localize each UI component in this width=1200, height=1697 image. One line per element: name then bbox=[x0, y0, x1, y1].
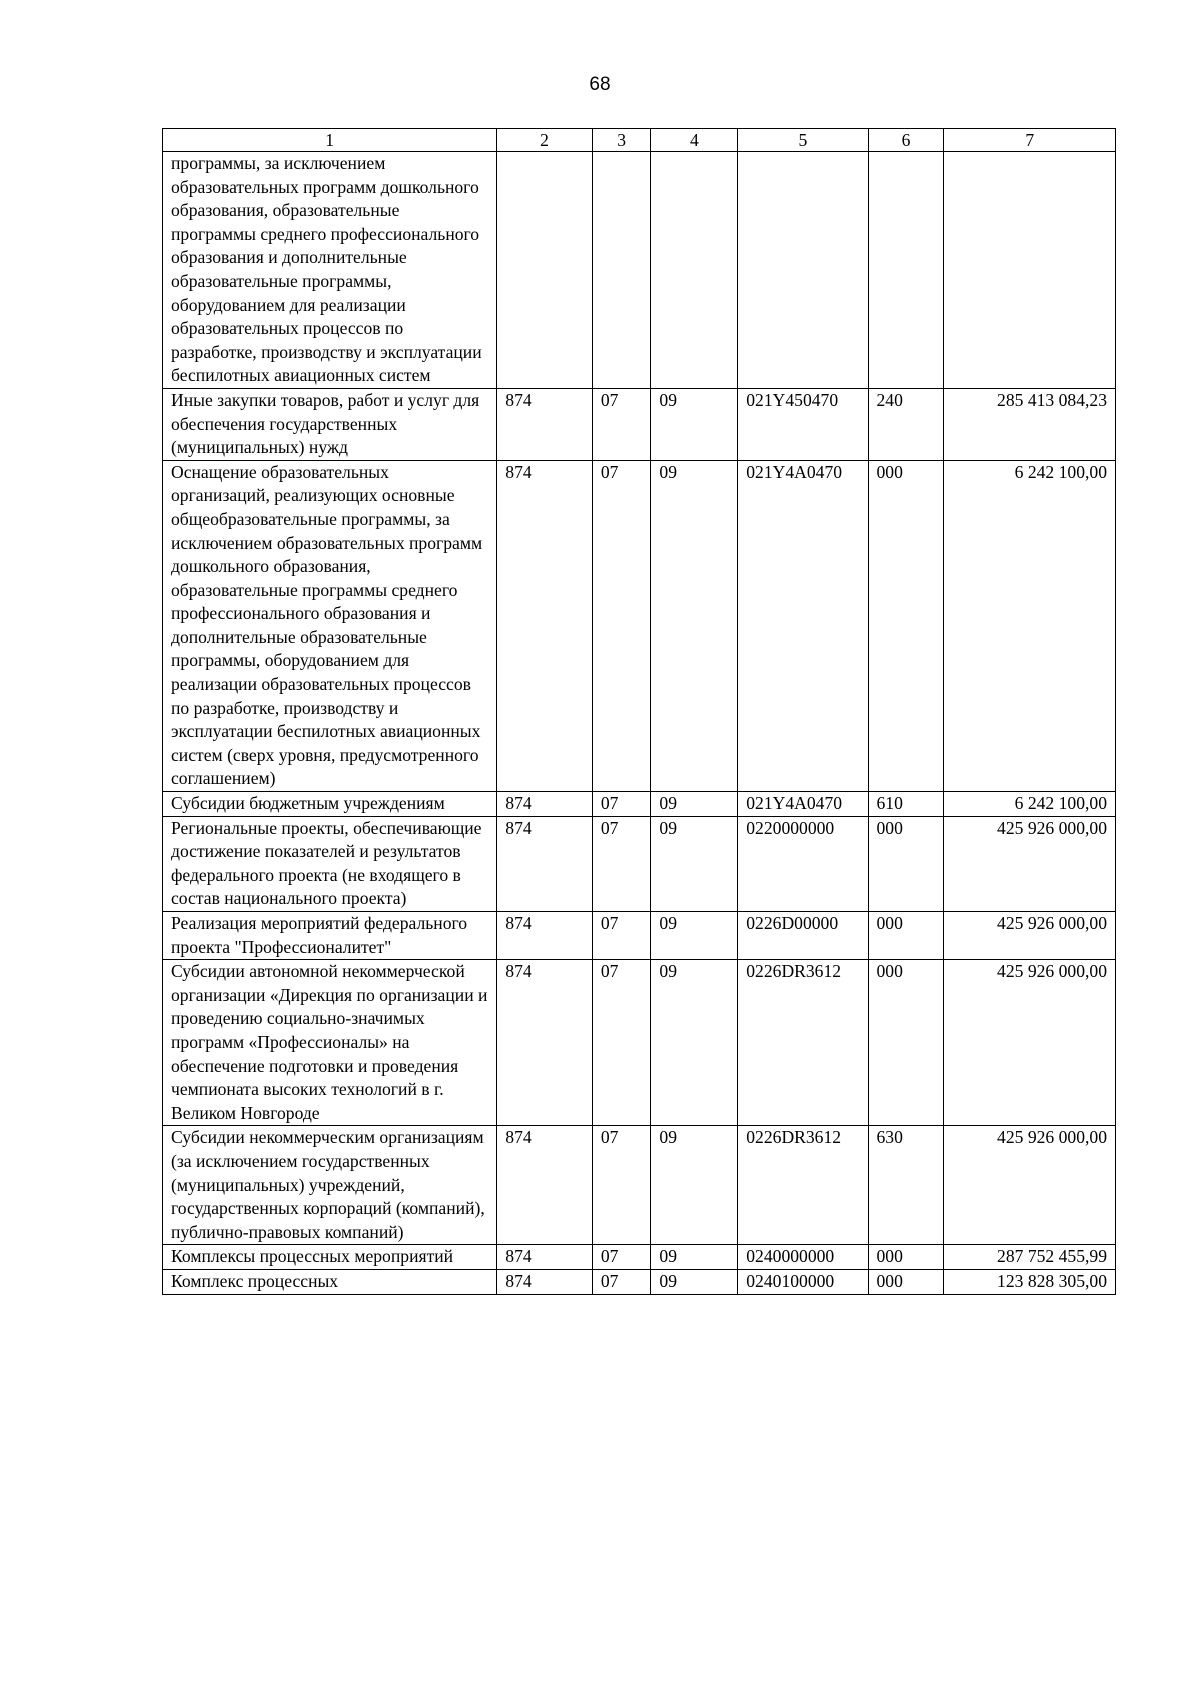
section-code-cell: 07 bbox=[592, 1126, 651, 1245]
column-header: 5 bbox=[738, 129, 868, 152]
section-code-cell: 07 bbox=[592, 460, 651, 791]
item-name-cell: Комплекс процессных bbox=[163, 1269, 497, 1294]
page-number: 68 bbox=[589, 74, 611, 95]
item-name-cell: Реализация мероприятий федерального проекта "Профессионалитет" bbox=[163, 912, 497, 960]
amount-cell: 425 926 000,00 bbox=[944, 960, 1116, 1126]
column-header: 1 bbox=[163, 129, 497, 152]
ministry-code-cell: 874 bbox=[497, 816, 593, 911]
ministry-code-cell: 874 bbox=[497, 960, 593, 1126]
subsection-code-cell: 09 bbox=[651, 1245, 738, 1270]
target-article-cell: 021Y450470 bbox=[738, 388, 868, 460]
table-row bbox=[163, 1269, 1116, 1294]
subsection-code-cell: 09 bbox=[651, 792, 738, 817]
expense-type-cell: 000 bbox=[868, 816, 944, 911]
table-row bbox=[163, 912, 1116, 960]
column-header: 7 bbox=[944, 129, 1116, 152]
subsection-code-cell: 09 bbox=[651, 1126, 738, 1245]
header-row bbox=[163, 129, 1116, 152]
target-article-cell bbox=[738, 152, 868, 389]
item-name-cell: Субсидии некоммерческим организациям (за исключением государственных (муниципальных) учреждений, государственных корпораций (компаний), публично-правовых компаний) bbox=[163, 1126, 497, 1245]
ministry-code-cell: 874 bbox=[497, 460, 593, 791]
ministry-code-cell bbox=[497, 152, 593, 389]
expense-type-cell: 000 bbox=[868, 960, 944, 1126]
target-article-cell: 0240000000 bbox=[738, 1245, 868, 1270]
section-code-cell: 07 bbox=[592, 1269, 651, 1294]
expense-type-cell: 240 bbox=[868, 388, 944, 460]
subsection-code-cell: 09 bbox=[651, 816, 738, 911]
amount-cell: 6 242 100,00 bbox=[944, 792, 1116, 817]
item-name-cell: Комплексы процессных мероприятий bbox=[163, 1245, 497, 1270]
expense-type-cell bbox=[868, 152, 944, 389]
subsection-code-cell: 09 bbox=[651, 388, 738, 460]
target-article-cell: 0220000000 bbox=[738, 816, 868, 911]
subsection-code-cell: 09 bbox=[651, 1269, 738, 1294]
column-header: 4 bbox=[651, 129, 738, 152]
section-code-cell bbox=[592, 152, 651, 389]
column-header: 2 bbox=[497, 129, 593, 152]
target-article-cell: 021Y4A0470 bbox=[738, 792, 868, 817]
item-name-cell: программы, за исключением образовательных программ дошкольного образования, образовательные программы среднего профессионального образования и дополнительные образовательные программы, оборудованием для реализации образовательных процессов по разработке, производству и эксплуатации беспилотных авиационных систем bbox=[163, 152, 497, 389]
table-row bbox=[163, 816, 1116, 911]
item-name-cell: Субсидии автономной некоммерческой организации «Дирекция по организации и проведению социально-значимых программ «Профессионалы» на обеспечение подготовки и проведения чемпионата высоких технологий в г. Великом Новгороде bbox=[163, 960, 497, 1126]
target-article-cell: 0240100000 bbox=[738, 1269, 868, 1294]
ministry-code-cell: 874 bbox=[497, 1245, 593, 1270]
amount-cell: 287 752 455,99 bbox=[944, 1245, 1116, 1270]
table-row bbox=[163, 460, 1116, 791]
expense-type-cell: 610 bbox=[868, 792, 944, 817]
item-name-cell: Субсидии бюджетным учреждениям bbox=[163, 792, 497, 817]
section-code-cell: 07 bbox=[592, 1245, 651, 1270]
table-row bbox=[163, 960, 1116, 1126]
section-code-cell: 07 bbox=[592, 792, 651, 817]
expense-type-cell: 000 bbox=[868, 1269, 944, 1294]
table-row bbox=[163, 1126, 1116, 1245]
target-article-cell: 0226DR3612 bbox=[738, 960, 868, 1126]
section-code-cell: 07 bbox=[592, 388, 651, 460]
expense-type-cell: 000 bbox=[868, 912, 944, 960]
amount-cell: 425 926 000,00 bbox=[944, 816, 1116, 911]
subsection-code-cell: 09 bbox=[651, 460, 738, 791]
amount-cell: 285 413 084,23 bbox=[944, 388, 1116, 460]
ministry-code-cell: 874 bbox=[497, 1269, 593, 1294]
ministry-code-cell: 874 bbox=[497, 1126, 593, 1245]
amount-cell: 6 242 100,00 bbox=[944, 460, 1116, 791]
target-article-cell: 0226DR3612 bbox=[738, 1126, 868, 1245]
ministry-code-cell: 874 bbox=[497, 388, 593, 460]
expense-type-cell: 000 bbox=[868, 460, 944, 791]
section-code-cell: 07 bbox=[592, 960, 651, 1126]
table-body bbox=[163, 152, 1116, 1295]
item-name-cell: Региональные проекты, обеспечивающие достижение показателей и результатов федерального проекта (не входящего в состав национального проекта) bbox=[163, 816, 497, 911]
expense-type-cell: 000 bbox=[868, 1245, 944, 1270]
subsection-code-cell bbox=[651, 152, 738, 389]
item-name-cell: Иные закупки товаров, работ и услуг для обеспечения государственных (муниципальных) нужд bbox=[163, 388, 497, 460]
amount-cell: 425 926 000,00 bbox=[944, 1126, 1116, 1245]
item-name-cell: Оснащение образовательных организаций, реализующих основные общеобразовательные программы, за исключением образовательных программ дошкольного образования, образовательные программы среднего профессионального образования и дополнительные образовательные программы, оборудованием для реализации образовательных процессов по разработке, производству и эксплуатации беспилотных авиационных систем (сверх уровня, предусмотренного соглашением) bbox=[163, 460, 497, 791]
table-row bbox=[163, 388, 1116, 460]
column-header: 3 bbox=[592, 129, 651, 152]
target-article-cell: 021Y4A0470 bbox=[738, 460, 868, 791]
table-row bbox=[163, 1245, 1116, 1270]
subsection-code-cell: 09 bbox=[651, 960, 738, 1126]
amount-cell: 123 828 305,00 bbox=[944, 1269, 1116, 1294]
section-code-cell: 07 bbox=[592, 912, 651, 960]
amount-cell bbox=[944, 152, 1116, 389]
expense-type-cell: 630 bbox=[868, 1126, 944, 1245]
target-article-cell: 0226D00000 bbox=[738, 912, 868, 960]
amount-cell: 425 926 000,00 bbox=[944, 912, 1116, 960]
table-row bbox=[163, 152, 1116, 389]
section-code-cell: 07 bbox=[592, 816, 651, 911]
ministry-code-cell: 874 bbox=[497, 792, 593, 817]
ministry-code-cell: 874 bbox=[497, 912, 593, 960]
subsection-code-cell: 09 bbox=[651, 912, 738, 960]
budget-table bbox=[162, 128, 1116, 1295]
column-header: 6 bbox=[868, 129, 944, 152]
table-row bbox=[163, 792, 1116, 817]
